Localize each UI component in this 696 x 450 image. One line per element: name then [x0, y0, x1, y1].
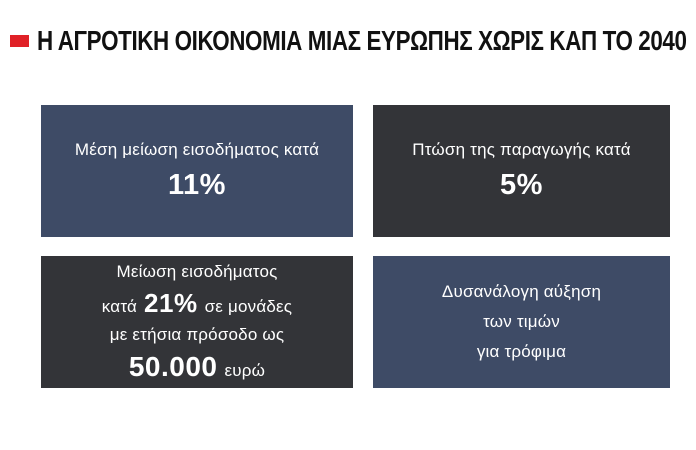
stat-card-income	[41, 105, 353, 237]
header	[10, 26, 696, 56]
production-value: 5%	[500, 169, 543, 201]
small-farms-line2-pre: κατά	[101, 296, 138, 316]
food-prices-line2: των τιμών	[483, 312, 560, 331]
small-farms-line1: Μείωση εισοδήματος	[116, 261, 278, 281]
small-farms-amount-suffix: ευρώ	[224, 360, 266, 380]
small-farms-percent-value: 21%	[144, 287, 198, 318]
small-farms-line4	[129, 351, 265, 383]
stat-cards-grid	[41, 105, 670, 388]
page-title: Η ΑΓΡΟΤΙΚΗ ΟΙΚΟΝΟΜΙΑ ΜΙΑΣ ΕΥΡΩΠΗΣ ΧΩΡΙΣ ΚΑΠ ΤΟ 2040	[37, 25, 687, 56]
stat-card-food-prices	[373, 256, 670, 388]
red-bullet-icon	[10, 35, 29, 47]
small-farms-amount-value: 50.000	[128, 350, 218, 382]
small-farms-line2-post: σε μονάδες	[204, 296, 293, 316]
production-label: Πτώση της παραγωγής κατά	[412, 140, 631, 159]
small-farms-line2	[102, 288, 292, 319]
stat-card-small-farms	[41, 256, 353, 388]
small-farms-line3: με ετήσια πρόσοδο ως	[109, 324, 285, 344]
income-label: Μέση μείωση εισοδήματος κατά	[74, 140, 320, 159]
income-value: 11%	[168, 169, 226, 201]
food-prices-line1: Δυσανάλογη αύξηση	[441, 282, 602, 301]
food-prices-line3: για τρόφιμα	[476, 342, 567, 361]
stat-card-production	[373, 105, 670, 237]
